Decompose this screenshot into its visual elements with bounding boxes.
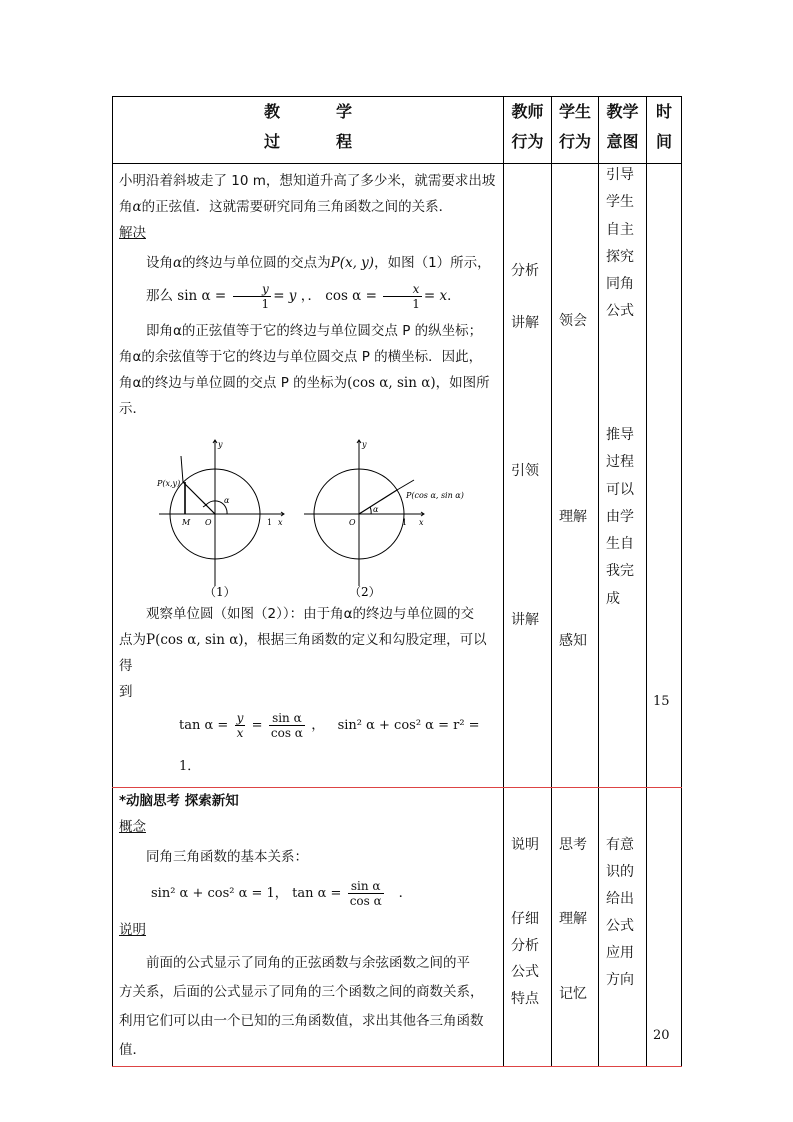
resolve-label: 解决 bbox=[119, 225, 146, 241]
time-value: 15 bbox=[653, 694, 670, 709]
lesson-table bbox=[112, 96, 682, 1067]
fig2-origin: O bbox=[349, 518, 356, 527]
intent-block-3: 有意 识的 给出 公式 应用 方向 bbox=[606, 837, 634, 988]
header-process: 教 学 过 程 bbox=[113, 97, 504, 164]
figure-1 bbox=[159, 440, 284, 586]
paragraph-4-line1: 观察单位圆（如图（2））：由于角α的终边与单位圆的交 bbox=[146, 606, 474, 622]
unit-circle-svg bbox=[119, 426, 499, 601]
section1-content bbox=[113, 164, 504, 788]
fig2-axis-x: x bbox=[419, 518, 424, 527]
intent-block-1: 引导 学生 自主 探究 同角 公式 bbox=[606, 167, 634, 320]
fig1-caption: （1） bbox=[204, 585, 236, 599]
fig1-m: M bbox=[182, 518, 191, 527]
fig1-point-label: P(x,y) bbox=[157, 479, 181, 488]
teacher-item: 引领 bbox=[511, 463, 539, 479]
note-line2: 方关系，后面的公式显示了同角的三个函数之间的商数关系， bbox=[119, 984, 484, 1000]
note-line1: 前面的公式显示了同角的正弦函数与余弦函数之间的平 bbox=[146, 955, 470, 971]
unit-circle-figures bbox=[119, 426, 499, 601]
section2-content bbox=[113, 788, 504, 1067]
fig2-alpha: α bbox=[373, 505, 379, 514]
teacher-block: 仔细 分析 公式 特点 bbox=[511, 911, 539, 1007]
section2-row bbox=[113, 788, 682, 1067]
fig2-caption: （2） bbox=[349, 585, 381, 599]
teacher-item: 说明 bbox=[511, 837, 539, 853]
teacher-item: 讲解 bbox=[511, 612, 539, 628]
fig1-axis-x: x bbox=[278, 518, 283, 527]
paragraph-4-line3: 到 bbox=[119, 684, 133, 700]
header-time: 时间 bbox=[647, 97, 682, 164]
student-item: 理解 bbox=[559, 911, 587, 927]
time-value: 20 bbox=[653, 1028, 670, 1043]
section2-intent bbox=[599, 788, 647, 1067]
student-item: 思考 bbox=[559, 837, 587, 853]
section1-student bbox=[552, 164, 599, 788]
intro-line2: 角α的正弦值．这就需要研究同角三角函数之间的关系． bbox=[119, 199, 453, 215]
paragraph-3-line3: 角α的终边与单位圆的交点 P 的坐标为(cos α, sin α)，如图所 bbox=[119, 375, 490, 391]
section2-student bbox=[552, 788, 599, 1067]
teacher-item: 分析 bbox=[511, 263, 539, 279]
note-label: 说明 bbox=[119, 922, 146, 938]
equation-line: tan α = $\frac{y}{x}$ = $\frac{\text{sin α}}{\text{cos α}}$ ， sin² α + cos² α = r² = 1． bbox=[179, 710, 480, 774]
header-intent: 教学意图 bbox=[599, 97, 647, 164]
concept-label: 概念 bbox=[119, 819, 146, 835]
header-student: 学生行为 bbox=[552, 97, 599, 164]
section2-time bbox=[647, 788, 682, 1067]
fig2-point-label: P(cos α, sin α) bbox=[406, 491, 464, 500]
paragraph-1: 设角α的终边与单位圆的交点为P(x, y)，如图（1）所示， bbox=[146, 255, 491, 271]
section1-intent bbox=[599, 164, 647, 788]
student-item: 记忆 bbox=[559, 986, 587, 1002]
fig2-unit: 1 bbox=[402, 518, 408, 527]
section2-teacher bbox=[504, 788, 552, 1067]
section2-title: *动脑思考 探索新知 bbox=[119, 793, 239, 809]
paragraph-3-line4: 示． bbox=[119, 401, 146, 417]
fig1-axis-y: y bbox=[218, 440, 223, 449]
section1-row bbox=[113, 164, 682, 788]
student-item: 领会 bbox=[559, 313, 587, 329]
basic-formula: sin² α + cos² α = 1， tan α = $\frac{\text{sin α}}{\text{cos α}}$ ． bbox=[151, 878, 413, 908]
header-teacher: 教师行为 bbox=[504, 97, 552, 164]
fig1-origin: O bbox=[205, 518, 212, 527]
section1-time bbox=[647, 164, 682, 788]
paragraph-3-line2: 角α的余弦值等于它的终边与单位圆交点 P 的横坐标．因此， bbox=[119, 349, 483, 365]
fig2-axis-y: y bbox=[362, 440, 367, 449]
figure-2 bbox=[304, 440, 424, 586]
intent-block-2: 推导 过程 可以 由学 生自 我完 成 bbox=[606, 427, 634, 607]
concept-text: 同角三角函数的基本关系： bbox=[146, 849, 308, 865]
section1-teacher bbox=[504, 164, 552, 788]
note-line3: 利用它们可以由一个已知的三角函数值，求出其他各三角函数 bbox=[119, 1013, 484, 1029]
note-line4: 值． bbox=[119, 1042, 146, 1058]
fig1-alpha: α bbox=[224, 496, 230, 505]
fig1-unit: 1 bbox=[267, 518, 273, 527]
student-item: 理解 bbox=[559, 509, 587, 525]
intro-line1: 小明沿着斜坡走了 10 m，想知道升高了多少米，就需要求出坡 bbox=[119, 173, 496, 189]
paragraph-4-line2: 点为P(cos α, sin α)，根据三角函数的定义和勾股定理，可以得 bbox=[119, 632, 487, 674]
header-row bbox=[113, 97, 682, 164]
student-item: 感知 bbox=[559, 633, 587, 649]
paragraph-3-line1: 即角α的正弦值等于它的终边与单位圆交点 P 的纵坐标； bbox=[146, 323, 483, 339]
paragraph-2: 那么 sin α = $\frac{y}{1}$ = y ，． cos α = $\frac{x}{1}$ = x． bbox=[146, 281, 461, 311]
teacher-item: 讲解 bbox=[511, 315, 539, 331]
